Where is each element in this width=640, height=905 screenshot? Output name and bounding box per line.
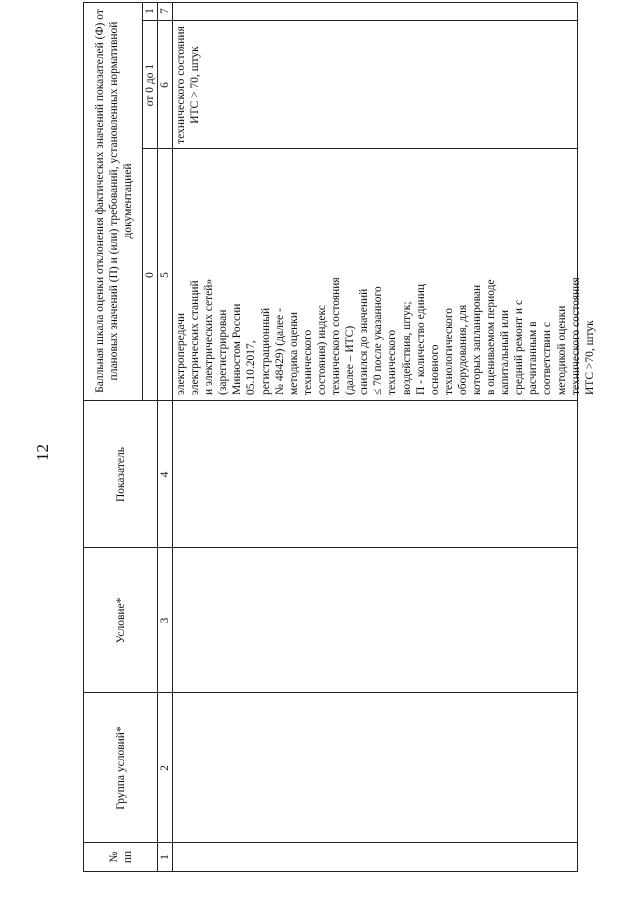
row-col6-text: технического состояния ИТС > 70, штук (175, 26, 202, 144)
row-col5-text: электропередачи электрических станций и электрических сетей» (зарегистрирован Минюстом России 05.10.2017, регистрационный № 48429) (далее - методика оценки технического состояния) индекс технического состояния (далее – ИТС) снизился до значений ≤ 70 после указанного технического воздействия, штук; П - количество единиц основного технологического оборудования, для которых запланирован в оцениваемом периоде капитальный или средний ремонт и с расчитанным в соответствии с методикой оценки технического состояния ИТС >70, штук (175, 277, 596, 395)
header-num: № пп (107, 850, 134, 864)
colnum-7: 7 (158, 8, 171, 14)
header-group: Группа условий* (114, 726, 127, 810)
colnum-bottom-line (172, 3, 173, 871)
header-scale-0: 0 (143, 272, 156, 278)
colnum-3: 3 (158, 617, 171, 624)
colnum-1: 1 (158, 854, 171, 860)
colnum-5: 5 (158, 272, 171, 278)
evaluation-table (83, 2, 596, 872)
page-number: 12 (33, 444, 52, 461)
colnum-4: 4 (158, 471, 171, 478)
colnum-2: 2 (158, 765, 171, 771)
header-condition: Условие* (114, 597, 127, 644)
col-divider-6 (142, 20, 577, 21)
header-indicator: Показатель (114, 446, 127, 503)
colnum-6: 6 (158, 82, 171, 88)
header-scale-1: 1 (143, 8, 156, 14)
rotated-table (83, 2, 596, 872)
header-scale-mid: от 0 до 1 (143, 63, 156, 107)
header-scale-title: Балльная шкала оценки отклонения фактических значений показателей (Ф) от плановых значений (П) и (или) требований, установленных нормативной документацией (94, 9, 134, 393)
